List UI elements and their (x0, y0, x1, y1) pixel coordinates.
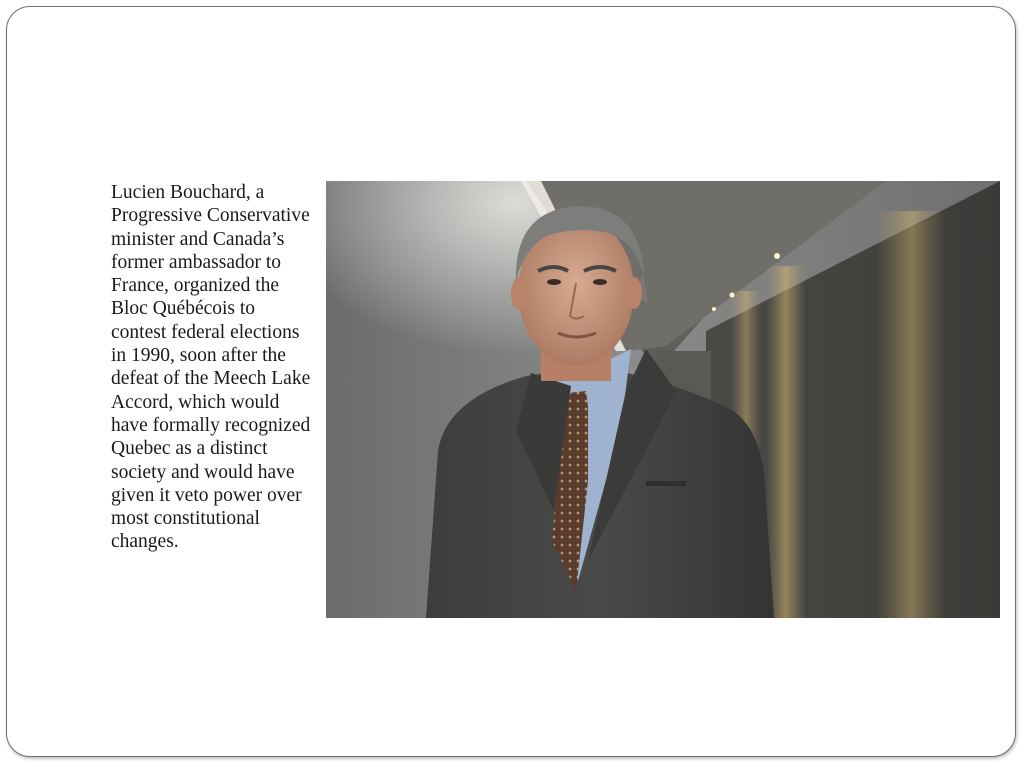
slide-body-text: Lucien Bouchard, a Progressive Conservative minister and Canada’s former ambassador to France, organized the Bloc Québécois to contest federal elections in 1990, soon after the defeat of the Meech Lake Accord, which would have formally recognized Quebec as a distinct society and would have given it veto power over most constitutional changes. (111, 182, 311, 553)
portrait-photo (326, 181, 1000, 618)
